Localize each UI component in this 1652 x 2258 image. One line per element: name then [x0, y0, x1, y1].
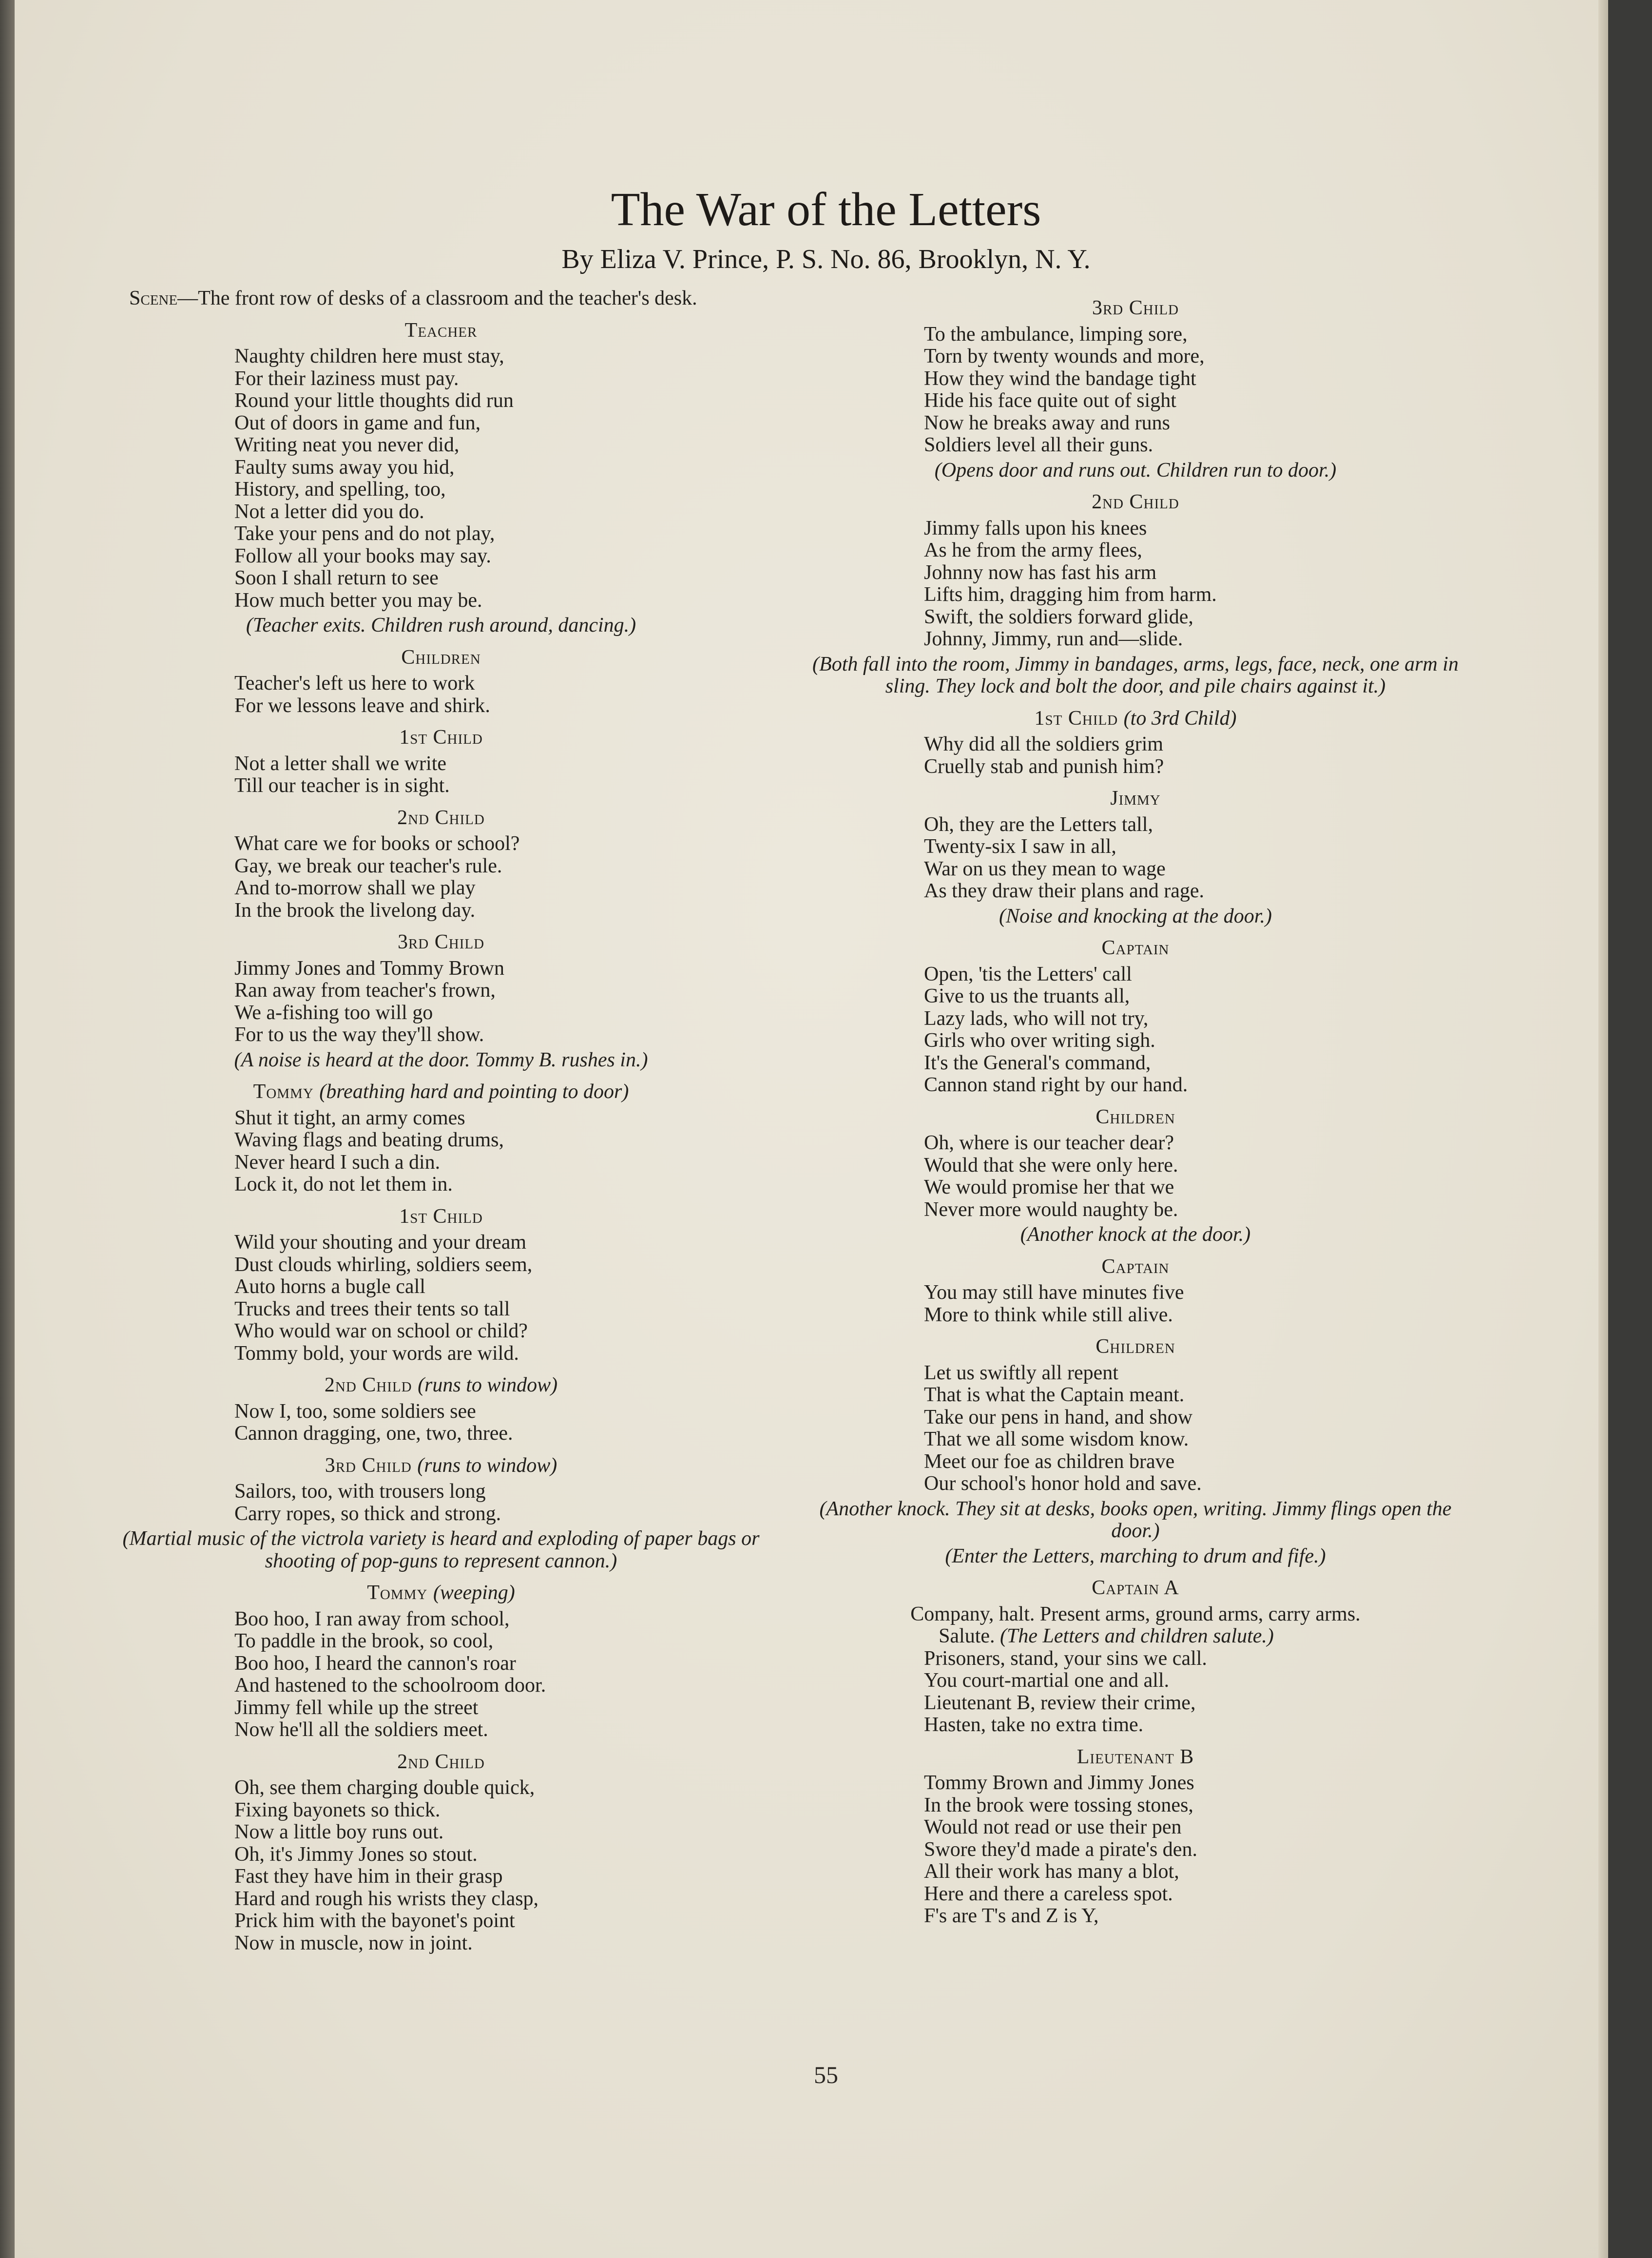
- verse-line: To the ambulance, limping sore,: [924, 323, 1188, 346]
- speaker-direction: (to 3rd Child): [1123, 707, 1237, 730]
- stage-direction: (Noise and knocking at the door.): [999, 905, 1272, 927]
- verse-line: That is what the Captain meant.: [924, 1384, 1185, 1406]
- verse-line: Swift, the soldiers forward glide,: [924, 605, 1193, 628]
- verse-line: We would promise her that we: [924, 1176, 1174, 1198]
- verse-block: [924, 518, 1472, 651]
- verse-line: Open, 'tis the Letters' call: [924, 963, 1132, 985]
- scene-label: Scene: [129, 287, 178, 309]
- verse-line: War on us they mean to wage: [924, 857, 1166, 880]
- verse-block: [924, 814, 1472, 903]
- verse-line: Soon I shall return to see: [234, 567, 439, 589]
- verse-block: [924, 1362, 1472, 1495]
- verse-line: Take your pens and do not play,: [234, 522, 495, 545]
- verse-block: [234, 1401, 772, 1445]
- stage-direction: (A noise is heard at the door. Tommy B. rushes in.): [234, 1048, 648, 1071]
- verse-block: [234, 673, 772, 717]
- speaker-name: 1st Child: [399, 726, 483, 749]
- verse-line: Oh, where is our teacher dear?: [924, 1132, 1174, 1154]
- verse-line: Now a little boy runs out.: [234, 1821, 444, 1843]
- verse-line: Writing neat you never did,: [234, 434, 460, 456]
- verse-line: Till our teacher is in sight.: [234, 774, 450, 797]
- speaker-heading: [110, 1206, 772, 1228]
- verse-line: Swore they'd made a pirate's den.: [924, 1838, 1197, 1861]
- speaker-name: 1st Child: [1034, 707, 1118, 730]
- verse-line: History, and spelling, too,: [234, 478, 446, 501]
- verse-line: Never heard I such a din.: [234, 1151, 441, 1174]
- speaker-name: 2nd Child: [397, 1750, 485, 1773]
- verse-line: Lifts him, dragging him from harm.: [924, 583, 1217, 606]
- verse-line: Soldiers level all their guns.: [924, 434, 1153, 456]
- verse-line: For to us the way they'll show.: [234, 1023, 484, 1046]
- verse-line: Twenty-six I saw in all,: [924, 835, 1116, 858]
- verse-line: Now in muscle, now in joint.: [234, 1931, 473, 1954]
- verse-line: Wild your shouting and your dream: [234, 1231, 527, 1254]
- verse-block: [924, 733, 1472, 778]
- verse-block: [924, 1648, 1472, 1737]
- speaker-name: Tommy: [253, 1081, 314, 1103]
- verse-block: [924, 324, 1472, 457]
- verse-line: It's the General's command,: [924, 1051, 1151, 1074]
- verse-line: Not a letter did you do.: [234, 500, 424, 523]
- verse-line: Girls who over writing sigh.: [924, 1029, 1155, 1052]
- verse-line: For we lessons leave and shirk.: [234, 694, 490, 717]
- verse-line: Give to us the truants all,: [924, 985, 1130, 1007]
- verse-line: Naughty children here must stay,: [234, 345, 504, 367]
- verse-line: Cruelly stab and punish him?: [924, 755, 1164, 778]
- speaker-name: Children: [1095, 1335, 1175, 1358]
- speaker-heading: [110, 1374, 772, 1397]
- verse-line: Ran away from teacher's frown,: [234, 979, 496, 1002]
- dialogue-line: Company, halt. Present arms, ground arms, carry arms.: [910, 1602, 1361, 1625]
- verse-line: And to-morrow shall we play: [234, 877, 476, 899]
- speaker-name: Teacher: [404, 319, 478, 342]
- speaker-heading: [110, 320, 772, 342]
- verse-line: Teacher's left us here to work: [234, 672, 475, 695]
- verse-line: Lieutenant B, review their crime,: [924, 1691, 1196, 1714]
- verse-block: [924, 1772, 1472, 1928]
- verse-line: Fast they have him in their grasp: [234, 1865, 503, 1888]
- speaker-direction: (runs to window): [417, 1454, 557, 1477]
- right-column: [799, 288, 1472, 1928]
- speaker-name: 2nd Child: [397, 806, 485, 829]
- verse-line: Why did all the soldiers grim: [924, 733, 1164, 755]
- verse-line: How much better you may be.: [234, 589, 482, 612]
- verse-line: Now he breaks away and runs: [924, 411, 1171, 434]
- verse-line: Faulty sums away you hid,: [234, 456, 455, 479]
- verse-block: [234, 753, 772, 797]
- speaker-heading: [799, 491, 1472, 514]
- verse-block: [924, 964, 1472, 1097]
- verse-line: Carry ropes, so thick and strong.: [234, 1502, 501, 1525]
- verse-block: [924, 1132, 1472, 1221]
- verse-line: Sailors, too, with trousers long: [234, 1480, 486, 1503]
- speaker-name: Children: [1095, 1105, 1175, 1128]
- verse-line: Johnny now has fast his arm: [924, 561, 1157, 584]
- verse-line: Follow all your books may say.: [234, 544, 491, 567]
- verse-line: Not a letter shall we write: [234, 752, 447, 775]
- verse-line: Waving flags and beating drums,: [234, 1129, 504, 1151]
- speaker-direction: (runs to window): [418, 1374, 558, 1396]
- verse-line: Never more would naughty be.: [924, 1198, 1178, 1221]
- page-edge: [1598, 0, 1608, 2258]
- speaker-name: 3rd Child: [325, 1454, 412, 1477]
- speaker-heading: [799, 788, 1472, 810]
- verse-line: Auto horns a bugle call: [234, 1275, 425, 1298]
- speaker-name: 3rd Child: [1092, 297, 1179, 319]
- verse-line: In the brook the livelong day.: [234, 899, 476, 922]
- speaker-name: 2nd Child: [324, 1374, 412, 1396]
- speaker-heading: [110, 1081, 772, 1103]
- verse-line: Our school's honor hold and save.: [924, 1472, 1202, 1495]
- speaker-heading: [799, 708, 1472, 730]
- speaker-heading: [799, 297, 1472, 320]
- verse-line: Round your little thoughts did run: [234, 389, 514, 412]
- verse-line: Take our pens in hand, and show: [924, 1406, 1193, 1428]
- verse-line: Now I, too, some soldiers see: [234, 1400, 476, 1423]
- verse-block: [234, 346, 772, 612]
- verse-line: And hastened to the schoolroom door.: [234, 1674, 546, 1697]
- speaker-name: 2nd Child: [1092, 491, 1179, 513]
- verse-line: Prisoners, stand, your sins we call.: [924, 1647, 1207, 1670]
- stage-direction: (The Letters and children salute.): [1000, 1625, 1274, 1647]
- verse-line: F's are T's and Z is Y,: [924, 1905, 1099, 1927]
- verse-line: Oh, they are the Letters tall,: [924, 813, 1153, 836]
- speaker-heading: [110, 647, 772, 669]
- verse-line: We a-fishing too will go: [234, 1001, 433, 1024]
- verse-line: Fixing bayonets so thick.: [234, 1798, 441, 1821]
- speaker-name: Captain: [1101, 1255, 1170, 1278]
- verse-line: Hard and rough his wrists they clasp,: [234, 1887, 539, 1910]
- speaker-name: Captain: [1101, 937, 1170, 959]
- verse-block: [234, 1232, 772, 1365]
- verse-line: All their work has many a blot,: [924, 1860, 1179, 1883]
- verse-line: Oh, see them charging double quick,: [234, 1776, 535, 1799]
- verse-line: Shut it tight, an army comes: [234, 1106, 465, 1129]
- verse-block: [234, 958, 772, 1046]
- stage-direction: (Opens door and runs out. Children run to door.): [934, 459, 1337, 482]
- scene-text: —The front row of desks of a classroom and the teacher's desk.: [177, 287, 697, 309]
- verse-line: Cannon stand right by our hand.: [924, 1074, 1188, 1096]
- speaker-heading: [799, 1256, 1472, 1278]
- speaker-heading: [110, 1751, 772, 1774]
- speaker-heading: [799, 1336, 1472, 1358]
- speaker-name: Captain A: [1092, 1577, 1179, 1599]
- verse-block: [234, 1481, 772, 1525]
- verse-line: Jimmy fell while up the street: [234, 1696, 479, 1719]
- verse-line: Prick him with the bayonet's point: [234, 1910, 515, 1932]
- verse-line: Hide his face quite out of sight: [924, 389, 1176, 412]
- verse-line: Let us swiftly all repent: [924, 1361, 1118, 1384]
- verse-line: Meet our foe as children brave: [924, 1450, 1175, 1473]
- verse-line: As he from the army flees,: [924, 539, 1142, 561]
- speaker-name: 1st Child: [399, 1205, 483, 1228]
- speaker-name: Jimmy: [1110, 787, 1161, 810]
- verse-line: Dust clouds whirling, soldiers seem,: [234, 1253, 533, 1276]
- speaker-heading: [799, 937, 1472, 960]
- verse-line: Johnny, Jimmy, run and—slide.: [924, 628, 1183, 650]
- dialogue-text: Salute.: [939, 1625, 995, 1647]
- speaker-name: 3rd Child: [397, 931, 485, 953]
- verse-line: Now he'll all the soldiers meet.: [234, 1718, 488, 1741]
- verse-line: Jimmy Jones and Tommy Brown: [234, 957, 504, 980]
- stage-direction: (Both fall into the room, Jimmy in bandages, arms, legs, face, neck, one arm in sling. They lock and bolt the door, and pile chairs against it.): [812, 653, 1459, 697]
- speaker-heading: [110, 1455, 772, 1477]
- verse-line: Boo hoo, I heard the cannon's roar: [234, 1652, 516, 1675]
- scene-description: [110, 288, 772, 310]
- speaker-heading: [799, 1746, 1472, 1769]
- verse-line: Here and there a careless spot.: [924, 1882, 1173, 1905]
- verse-line: How they wind the bandage tight: [924, 367, 1196, 390]
- speaker-heading: [110, 1582, 772, 1604]
- verse-block: [234, 1608, 772, 1741]
- verse-line: Would not read or use their pen: [924, 1816, 1182, 1838]
- left-column: [110, 288, 772, 1954]
- verse-line: Hasten, take no extra time.: [924, 1714, 1144, 1736]
- verse-block: [924, 1282, 1472, 1326]
- byline: By Eliza V. Prince, P. S. No. 86, Brooklyn, N. Y.: [561, 244, 1091, 274]
- speaker-name: Tommy: [367, 1582, 428, 1604]
- stage-direction: (Enter the Letters, marching to drum and fife.): [945, 1544, 1326, 1567]
- verse-block: [234, 1777, 772, 1954]
- verse-line: Tommy bold, your words are wild.: [234, 1342, 519, 1365]
- verse-line: Tommy Brown and Jimmy Jones: [924, 1772, 1194, 1794]
- verse-line: Lazy lads, who will not try,: [924, 1007, 1149, 1030]
- verse-block: [234, 1107, 772, 1196]
- verse-block: [234, 833, 772, 922]
- verse-line: More to think while still alive.: [924, 1303, 1173, 1326]
- speaker-heading: [110, 807, 772, 830]
- speaker-name: Children: [401, 646, 481, 669]
- speaker-heading: [110, 727, 772, 749]
- verse-line: Trucks and trees their tents so tall: [234, 1297, 510, 1320]
- verse-line: You may still have minutes five: [924, 1281, 1184, 1304]
- page-number: 55: [814, 2061, 838, 2088]
- verse-line: In the brook were tossing stones,: [924, 1794, 1193, 1816]
- stage-direction: (Another knock at the door.): [1020, 1223, 1251, 1246]
- verse-line: Would that she were only here.: [924, 1154, 1178, 1177]
- verse-line: Jimmy falls upon his knees: [924, 517, 1147, 540]
- verse-line: Out of doors in game and fun,: [234, 411, 481, 434]
- verse-line: For their laziness must pay.: [234, 367, 459, 390]
- verse-line: What care we for books or school?: [234, 832, 520, 855]
- verse-line: Cannon dragging, one, two, three.: [234, 1422, 513, 1445]
- dialogue-line: [741, 1625, 1472, 1648]
- speaker-direction: (weeping): [433, 1582, 515, 1604]
- verse-line: Oh, it's Jimmy Jones so stout.: [234, 1843, 478, 1866]
- speaker-heading: [799, 1106, 1472, 1129]
- verse-line: As they draw their plans and rage.: [924, 880, 1204, 902]
- speaker-heading: [799, 1577, 1472, 1600]
- stage-direction: (Another knock. They sit at desks, books open, writing. Jimmy flings open the door.): [819, 1497, 1452, 1542]
- stage-direction: (Martial music of the victrola variety is heard and exploding of paper bags or shooting of pop-guns to represent cannon.): [122, 1527, 760, 1572]
- speaker-heading: [110, 931, 772, 954]
- page-title: The War of the Letters: [611, 183, 1041, 236]
- verse-line: To paddle in the brook, so cool,: [234, 1630, 494, 1652]
- verse-line: You court-martial one and all.: [924, 1669, 1170, 1692]
- speaker-name: Lieutenant B: [1076, 1745, 1194, 1768]
- verse-line: Who would war on school or child?: [234, 1320, 528, 1342]
- verse-line: Lock it, do not let them in.: [234, 1173, 453, 1196]
- verse-line: Torn by twenty wounds and more,: [924, 345, 1205, 367]
- verse-line: That we all some wisdom know.: [924, 1428, 1189, 1450]
- speaker-direction: (breathing hard and pointing to door): [319, 1081, 629, 1103]
- stage-direction: (Teacher exits. Children rush around, dancing.): [246, 614, 636, 637]
- verse-line: Boo hoo, I ran away from school,: [234, 1607, 510, 1630]
- verse-line: Gay, we break our teacher's rule.: [234, 854, 502, 877]
